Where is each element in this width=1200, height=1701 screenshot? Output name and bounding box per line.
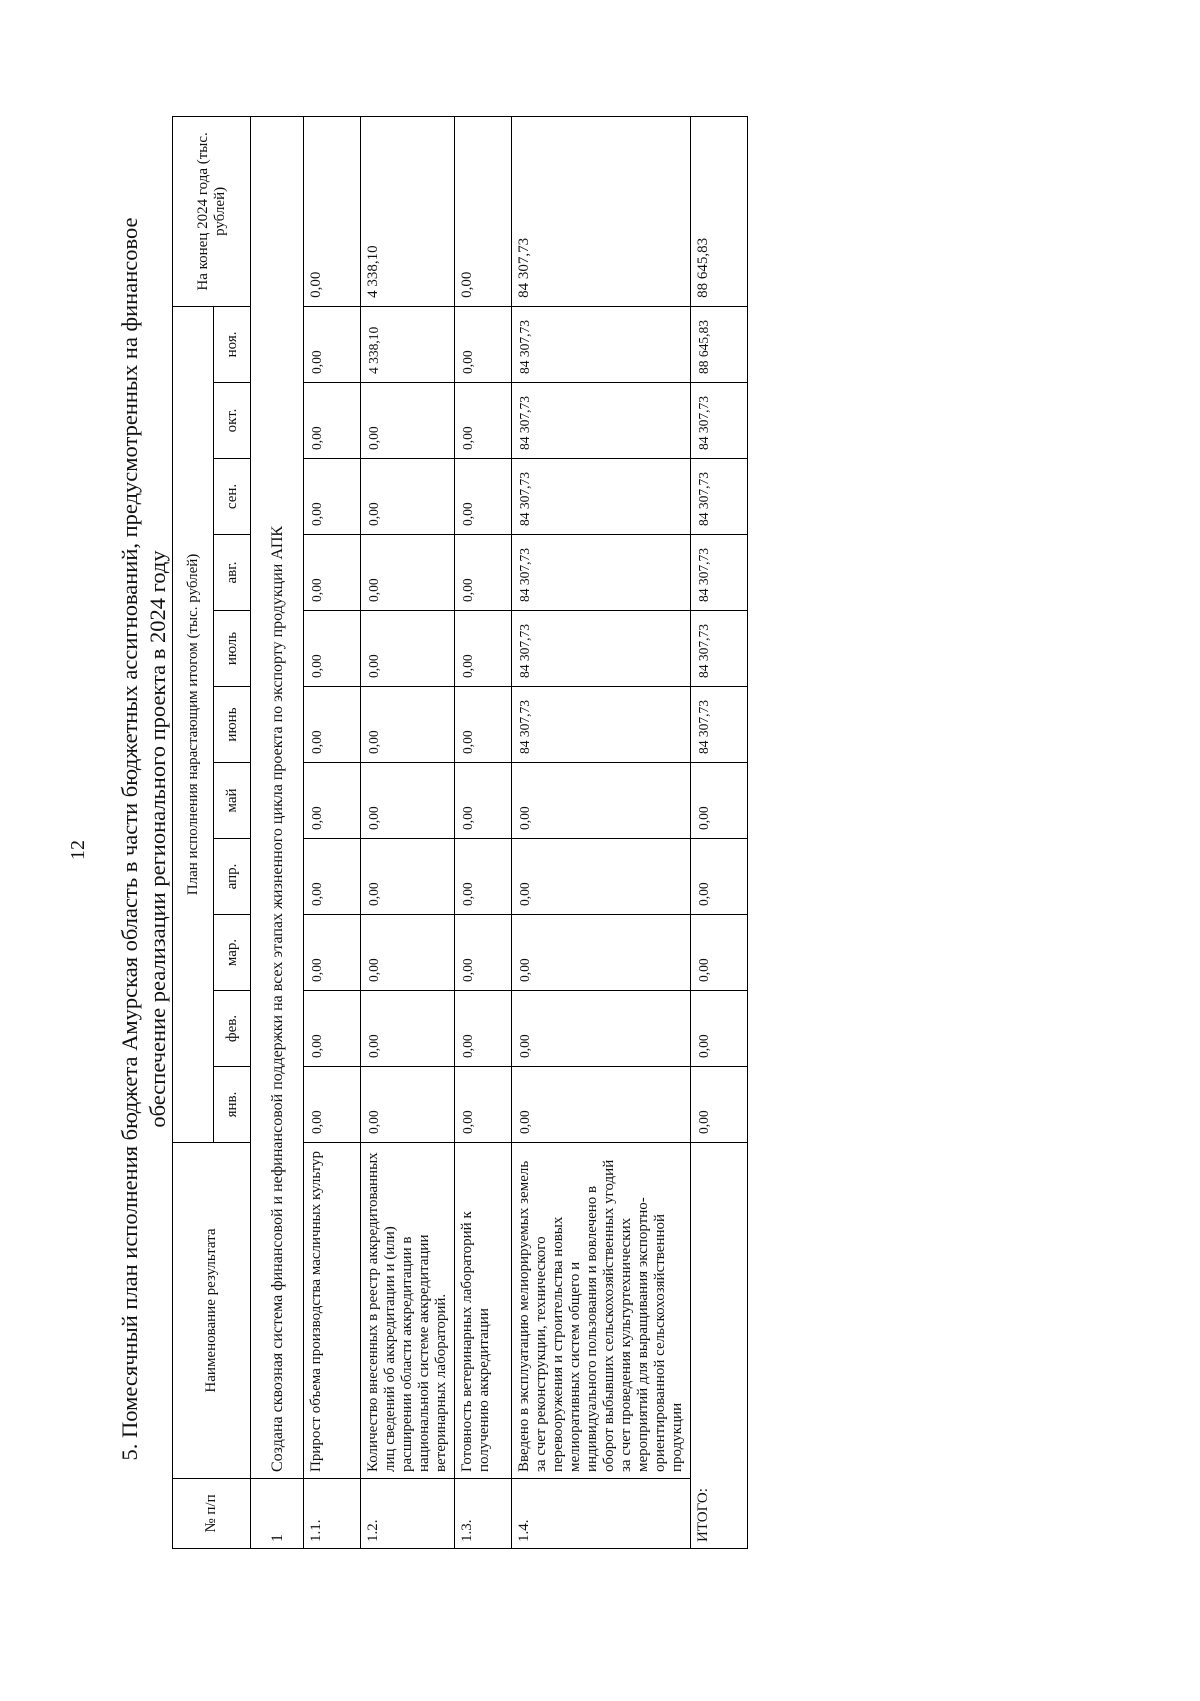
- month-value: 0,00: [304, 839, 361, 915]
- month-header: авг.: [214, 535, 251, 611]
- month-value: 0,00: [455, 915, 512, 991]
- table-row: [361, 116, 455, 1548]
- month-value: 0,00: [304, 763, 361, 839]
- month-value: 0,00: [361, 459, 455, 535]
- total-month-value: 0,00: [691, 763, 748, 839]
- month-header: сен.: [214, 459, 251, 535]
- month-value: 0,00: [304, 535, 361, 611]
- month-header: окт.: [214, 383, 251, 459]
- total-month-value: 84 307,73: [691, 611, 748, 687]
- month-value: 0,00: [304, 383, 361, 459]
- month-header: июль: [214, 611, 251, 687]
- month-value: 0,00: [455, 763, 512, 839]
- month-value: 0,00: [304, 306, 361, 382]
- month-value: 0,00: [512, 991, 691, 1067]
- month-value: 0,00: [512, 1067, 691, 1143]
- total-month-value: 0,00: [691, 1067, 748, 1143]
- month-value: 0,00: [361, 1067, 455, 1143]
- month-value: 0,00: [455, 1067, 512, 1143]
- end-of-year-value: 0,00: [455, 116, 512, 306]
- total-row: [691, 116, 748, 1548]
- table-row: [512, 116, 691, 1548]
- month-value: 0,00: [304, 991, 361, 1067]
- total-month-value: 0,00: [691, 839, 748, 915]
- month-header: ноя.: [214, 306, 251, 382]
- total-month-value: 84 307,73: [691, 687, 748, 763]
- month-value: 0,00: [304, 1067, 361, 1143]
- month-value: 84 307,73: [512, 306, 691, 382]
- end-of-year-value: 84 307,73: [512, 116, 691, 306]
- month-value: 0,00: [455, 687, 512, 763]
- total-month-value: 0,00: [691, 991, 748, 1067]
- end-of-year-value: 0,00: [304, 116, 361, 306]
- row-name: Количество внесенных в реестр аккредитованных лиц сведений об аккредитации и (или) расширении области аккредитации в национальной системе аккредитации ветеринарных лабораторий.: [361, 1143, 455, 1479]
- section-num: 1: [251, 1479, 304, 1549]
- month-value: 0,00: [455, 991, 512, 1067]
- header-num: № п/п: [173, 1479, 251, 1549]
- month-value: 0,00: [361, 383, 455, 459]
- header-name: Наименование результата: [173, 1143, 251, 1479]
- total-month-value: 84 307,73: [691, 383, 748, 459]
- month-value: 0,00: [304, 915, 361, 991]
- month-value: 84 307,73: [512, 459, 691, 535]
- total-label: ИТОГО:: [691, 1143, 748, 1549]
- total-month-value: 84 307,73: [691, 535, 748, 611]
- month-value: 0,00: [304, 687, 361, 763]
- month-value: 0,00: [512, 839, 691, 915]
- month-header: янв.: [214, 1067, 251, 1143]
- heading-line-1: 5. Помесячный план исполнения бюджета Амурская область в части бюджетных ассигнований, предусмотренных на финансовое: [117, 217, 142, 1461]
- end-of-year-value: 4 338,10: [361, 116, 455, 306]
- month-value: 0,00: [512, 763, 691, 839]
- month-value: 0,00: [361, 535, 455, 611]
- month-value: 0,00: [361, 763, 455, 839]
- budget-plan-table: [172, 116, 748, 1549]
- rotated-page-content: [116, 119, 1036, 1559]
- row-num: 1.1.: [304, 1479, 361, 1549]
- month-value: 0,00: [304, 459, 361, 535]
- month-value: 0,00: [304, 611, 361, 687]
- row-num: 1.4.: [512, 1479, 691, 1549]
- month-header: июнь: [214, 687, 251, 763]
- month-value: 0,00: [455, 306, 512, 382]
- month-header: фев.: [214, 991, 251, 1067]
- total-month-value: 84 307,73: [691, 459, 748, 535]
- month-value: 84 307,73: [512, 383, 691, 459]
- month-value: 84 307,73: [512, 611, 691, 687]
- month-value: 0,00: [512, 915, 691, 991]
- month-value: 0,00: [361, 839, 455, 915]
- row-name: Прирост объема производства масличных культур: [304, 1143, 361, 1479]
- month-value: 0,00: [455, 611, 512, 687]
- month-value: 0,00: [361, 915, 455, 991]
- page-number: 12: [67, 840, 89, 860]
- month-header: апр.: [214, 839, 251, 915]
- table-row: [455, 116, 512, 1548]
- month-value: 0,00: [361, 991, 455, 1067]
- document-heading: [116, 119, 172, 1559]
- month-value: 0,00: [455, 383, 512, 459]
- section-title: Создана сквозная система финансовой и нефинансовой поддержки на всех этапах жизненного цикла проекта по экспорту продукции АПК: [251, 116, 304, 1478]
- month-value: 84 307,73: [512, 687, 691, 763]
- month-value: 84 307,73: [512, 535, 691, 611]
- total-end-of-year-value: 88 645,83: [691, 116, 748, 306]
- row-name: Введено в эксплуатацию мелиорируемых земель за счет реконструкции, технического перевооружения и строительства новых мелиоративных систем общего и индивидуального пользования и вовлечено в оборот выбывших сельскохозяйственных угодий за счет проведения культуртехнических мероприятий для выращивания экспортно-ориентированной сельскохозяйственной продукции: [512, 1143, 691, 1479]
- row-num: 1.2.: [361, 1479, 455, 1549]
- row-num: 1.3.: [455, 1479, 512, 1549]
- total-month-value: 88 645,83: [691, 306, 748, 382]
- month-value: 0,00: [455, 839, 512, 915]
- month-value: 0,00: [455, 535, 512, 611]
- month-value: 0,00: [361, 611, 455, 687]
- header-end-of-year: На конец 2024 года (тыс. рублей): [173, 116, 251, 306]
- month-header: мар.: [214, 915, 251, 991]
- header-plan: План исполнения нарастающим итогом (тыс. рублей): [173, 306, 214, 1142]
- section-row: [251, 116, 304, 1548]
- month-value: 4 338,10: [361, 306, 455, 382]
- row-name: Готовность ветеринарных лабораторий к получению аккредитации: [455, 1143, 512, 1479]
- month-header: май: [214, 763, 251, 839]
- month-value: 0,00: [361, 687, 455, 763]
- table-row: [304, 116, 361, 1548]
- total-month-value: 0,00: [691, 915, 748, 991]
- month-value: 0,00: [455, 459, 512, 535]
- heading-line-2: обеспечение реализации регионального проекта в 2024 году: [145, 550, 170, 1128]
